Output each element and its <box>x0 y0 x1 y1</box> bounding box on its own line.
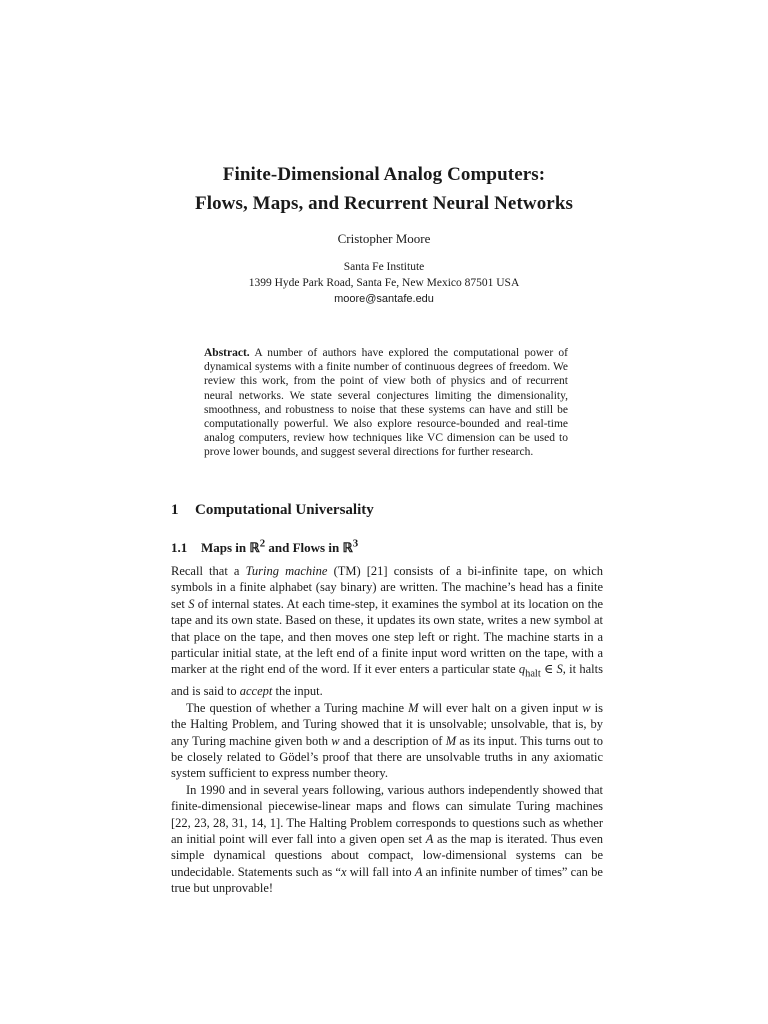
p3-var-A-2: A <box>414 864 423 879</box>
p2-var-w: w <box>582 700 591 715</box>
p3-text-c: will fall into <box>346 864 415 879</box>
p1-var-q: q <box>518 662 526 677</box>
subsection-text-1: Maps in <box>201 540 250 556</box>
p2-var-w-2: w <box>331 733 340 748</box>
p1-turing-machine: Turing machine <box>245 564 328 578</box>
p1-text-a: Recall that a <box>171 564 246 578</box>
section-title: Computational Universality <box>195 502 374 518</box>
p1-subscript-halt: halt <box>525 668 541 680</box>
p3-text-a: In 1990 and in several years following, various authors independently showed that finite-dimensional piecewise-linear maps and flows can simulate Turing machines [22, 23, 28, 31, 14, 1]. The Halting Problem corresponds to questions such as whether an initial point will ever fall into a given open set <box>171 782 603 846</box>
p1-text-d: , it halts and is said to <box>171 662 603 699</box>
exponent-3: 3 <box>352 538 359 550</box>
p2-var-M: M <box>408 700 419 715</box>
title-line-1: Finite-Dimensional Analog Computers: <box>222 164 546 185</box>
paper-title <box>120 160 648 218</box>
paragraph-1 <box>171 563 603 700</box>
section-heading <box>171 500 374 520</box>
p1-text-e: the input. <box>272 684 323 699</box>
subsection-text-2: and Flows in <box>265 540 343 556</box>
exponent-2: 2 <box>259 538 266 550</box>
section-number: 1 <box>171 502 179 518</box>
subsection-number: 1.1 <box>171 540 188 556</box>
reals-symbol-1: ℝ <box>249 540 260 556</box>
p1-accept: accept <box>239 684 273 699</box>
paragraph-3 <box>171 782 603 897</box>
p3-text-b: as the map is iterated. Thus even simple dynamical questions about compact, low-dimensional systems can be undecidable. Statements such as “ <box>171 832 604 879</box>
title-line-2: Flows, Maps, and Recurrent Neural Networks <box>194 193 573 214</box>
p2-text-c: is the Halting Problem, and Turing showed that it is unsolvable; unsolvable, that is, by any Turing machine given both <box>171 700 603 748</box>
p1-element-of: ∈ <box>540 662 557 677</box>
paragraph-2 <box>171 700 603 782</box>
author-name: Cristopher Moore <box>337 231 431 246</box>
p2-text-e: as its input. This turns out to be closely related to Gödel’s proof that there are unsolvable truths in any axiomatic system sufficient to express number theory. <box>171 733 603 781</box>
subsection-title <box>201 540 358 555</box>
p3-var-A: A <box>425 832 434 846</box>
p3-text-d: an infinite number of times” can be true but unprovable! <box>171 864 603 896</box>
abstract-text: A number of authors have explored the computational power of dynamical systems with a finite number of continuous degrees of freedom. We review this work, from the point of view both of physics and of recurrent neural networks. We state several conjectures limiting the dimensionality, smoothness, and robustness to noise that these systems can have and still be computationally powerful. We also explore resource-bounded and real-time analog computers, review how techniques like VC dimension can be used to prove lower bounds, and suggest several directions for further research. <box>204 347 568 459</box>
body-text <box>171 563 603 897</box>
p2-text-b: will ever halt on a given input <box>418 700 583 715</box>
reals-symbol-2: ℝ <box>342 540 353 556</box>
p1-text-c: of internal states. At each time-step, it examines the symbol at its location on the tape and its own state. Based on these, it updates its own state, writes a new symbol at that place on the tape, and then moves one step left or right. The machine starts in a particular initial state, at the left end of a finite input word written on the tape, with a marker at the right end of the word. If it ever enters a particular state <box>171 596 603 677</box>
p3-var-x: x <box>340 864 347 879</box>
p2-text-a: The question of whether a Turing machine <box>186 700 409 715</box>
subsection-heading <box>171 535 358 557</box>
author-email: moore@santafe.edu <box>334 293 434 305</box>
p1-text-b: (TM) [21] consists of a bi-infinite tape, on which symbols in a finite alphabet (say binary) are written. The machine’s head has a finite set <box>171 564 603 611</box>
author-affiliation <box>184 259 584 307</box>
p2-var-M-2: M <box>445 733 457 748</box>
affiliation-institute: Santa Fe Institute <box>343 261 425 273</box>
p2-text-d: and a description of <box>339 733 446 748</box>
abstract <box>204 346 568 460</box>
affiliation-address: 1399 Hyde Park Road, Santa Fe, New Mexico 87501 USA <box>248 277 520 289</box>
abstract-label: Abstract. <box>204 347 250 359</box>
p1-var-S: S <box>188 596 195 611</box>
p1-var-S-2: S <box>556 662 563 677</box>
